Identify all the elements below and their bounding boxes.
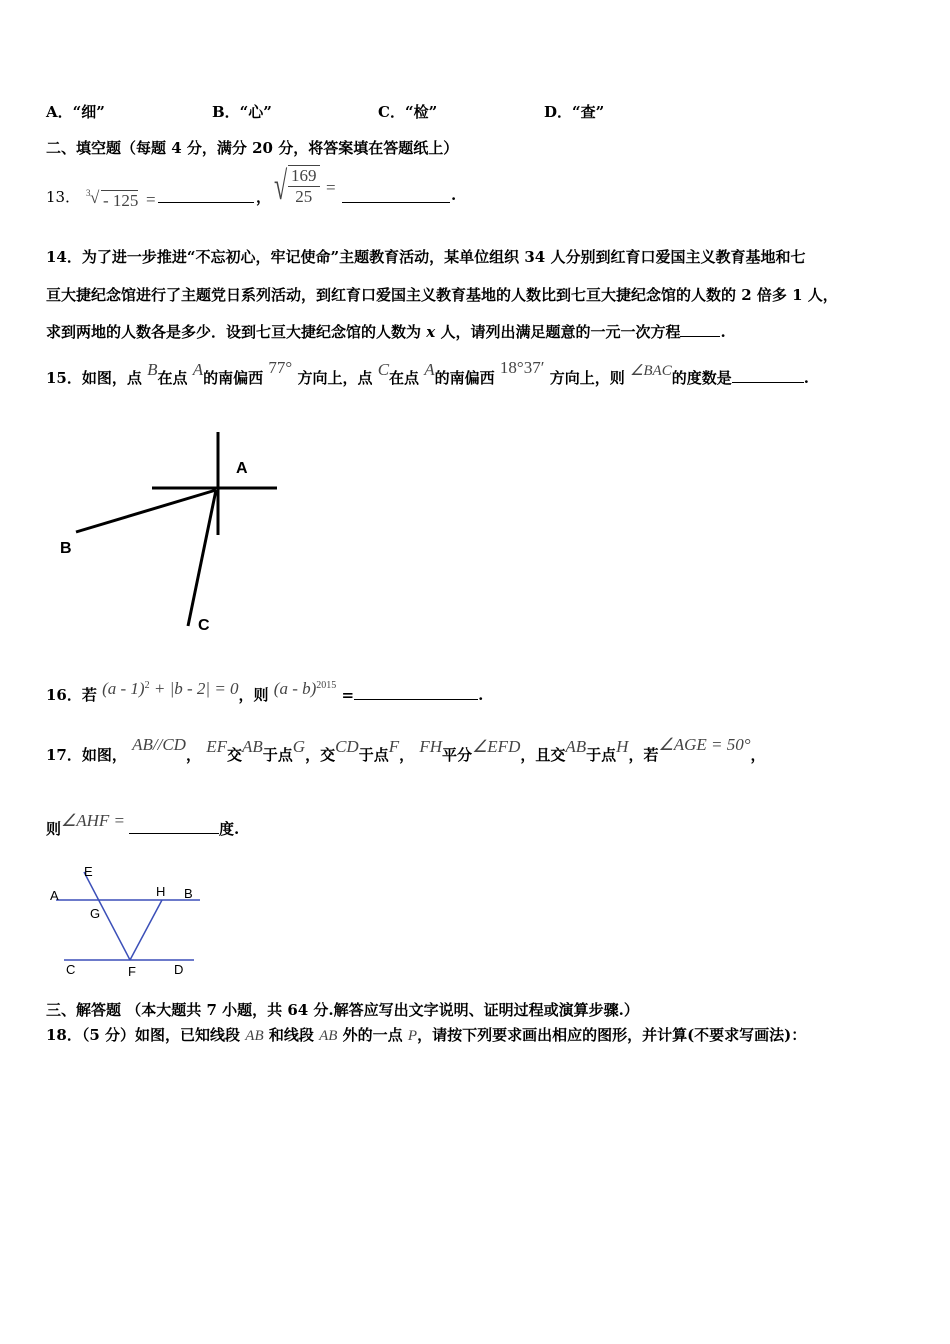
q17-h: H [616,737,629,756]
option-a: A．“细” [46,103,105,121]
q13-number: 13． [46,188,81,206]
q15-point-a-2: A [424,360,435,379]
q16-text-2: ，则 [238,686,269,704]
q13-end: . [451,186,457,204]
fig17-label-b: B [184,886,193,901]
q15-point-b: B [147,360,158,379]
q15-point-a: A [192,360,204,379]
q13-radical-sign: √ [90,188,100,207]
q15-angle-77: 77° [268,358,293,377]
q15-point-c: C [377,360,390,379]
q17-ab: AB [242,737,263,756]
q17-comma-2: ，交 [305,746,336,764]
q17-g: G [292,737,306,756]
q17-f: F [388,737,400,756]
q18-text-1: 18．（5 分）如图，已知线段 [46,1026,241,1044]
q17-text-1: 17．如图， [46,746,127,764]
q17-blank[interactable] [129,819,219,834]
q14-end: . [720,323,726,341]
q15-text-7: 方向上，则 [549,369,625,387]
q16-exp-3: 2015 [316,680,337,691]
q16-blank[interactable] [354,685,478,700]
fig15-ray-ac [188,490,216,626]
q14-line-2: 亘大捷纪念馆进行了主题党日系列活动，到红育口爱国主义教育基地的人数比到七亘大捷纪念馆的人数的 2 倍多 1 人， [46,286,838,304]
q16-expr-2: + |b - 2| = 0 [149,679,239,698]
fig17-label-e: E [84,864,93,879]
q17-angle-age: ∠AGE = 50° [658,735,751,754]
q13-frac-numerator: 169 [288,166,320,187]
q16-target [274,680,336,698]
option-d: D．“查” [544,103,605,121]
fig15-label-c: C [198,617,210,634]
q17-fh: FH [419,737,443,756]
q14-text-b: 人，请列出满足题意的一元一次方程 [440,323,681,341]
q18-ab: AB [245,1028,264,1044]
q17-cd: CD [335,737,359,756]
fig17-label-g: G [90,906,101,921]
q16-end: . [478,686,484,704]
q16-text-1: 16．若 [46,686,97,704]
q13-blank-1[interactable] [158,188,254,203]
q15-text-6: 的南偏西 [434,369,495,387]
q18-ab-2: AB [319,1028,338,1044]
q14-variable-x: x [426,323,436,341]
q17-angle-efd: ∠EFD [472,737,521,756]
q13-root-index: 3 [86,188,91,198]
q17-ruo: ，若 [628,746,659,764]
q14-line-1: 14．为了进一步推进“不忘初心，牢记使命”主题教育活动，某单位组织 34 人分别到红育口爱国主义教育基地和七 [46,248,806,266]
q17-angle-ahf: ∠AHF = [61,811,126,830]
q17-pingfen: 平分 [442,746,473,764]
q13-frac-denominator: 25 [295,187,313,206]
q13-equals-2: = [326,178,336,197]
q18-p: P [407,1028,418,1044]
q17-ze: 则 [46,820,62,838]
q13-equals-1: = [146,190,156,209]
figure-15 [40,420,300,640]
q17-yudian-2: 于点 [358,746,389,764]
fig17-label-a: A [50,888,59,903]
q17-parallel: AB//CD [132,735,186,754]
fig17-label-f: F [128,964,136,979]
q16-expr-3: (a - b) [273,679,317,698]
fig15-ray-ab [76,490,216,532]
q13-fraction [288,165,320,207]
q17-jiao: 交 [226,746,242,764]
fig15-label-b: B [60,540,72,557]
q15-text-1: 15．如图，点 [46,369,142,387]
q17-comma-3: ， [399,746,415,764]
q15-text-2: 在点 [157,369,188,387]
q14-blank[interactable] [680,322,720,337]
q17-comma-1: ， [185,746,201,764]
q15-angle-18-37: 18°37′ [499,358,545,377]
q17-comma-4: ， [750,746,766,764]
q15-text-8: 的度数是 [671,369,732,387]
q15-text-3: 的南偏西 [203,369,264,387]
fig17-label-c: C [66,962,76,977]
q16-expr-1: (a - 1) [102,679,145,698]
section-2-title: 二、填空题（每题 4 分，满分 20 分，将答案填在答题纸上） [46,139,459,157]
section-3-title: 三、解答题 （本大题共 7 小题，共 64 分.解答应写出文字说明、证明过程或演算步骤.） [46,1001,639,1019]
q18-text-3: 外的一点 [342,1026,403,1044]
q15-text-5: 在点 [389,369,420,387]
figure-17 [44,862,214,982]
q16-equals: = [341,686,355,704]
q17-ab-2: AB [565,737,587,756]
q13-comma: ， [256,188,272,206]
q15-angle-bac: ∠BAC [629,363,672,379]
q13-radicand: - 125 [103,191,139,210]
fig17-label-h: H [156,884,166,899]
q15-end: . [803,369,809,387]
question-18 [46,1024,806,1045]
fig15-label-a: A [236,460,248,477]
q15-blank[interactable] [732,368,804,383]
option-b: B．“心” [212,103,272,121]
q14-line-3 [46,321,726,342]
question-17 [46,735,766,765]
q17-du: 度. [219,820,240,838]
q17-yudian-1: 于点 [262,746,293,764]
q14-text-a: 求到两地的人数各是多少．设到七亘大捷纪念馆的人数为 [46,323,422,341]
fig17-label-d: D [174,962,184,977]
q17-ef: EF [206,737,227,756]
question-16 [46,679,484,705]
q15-text-4: 方向上，点 [297,369,373,387]
q16-exp-1: 2 [144,680,150,691]
q18-text-4: ，请按下列要求画出相应的图形，并计算(不要求写画法)： [417,1026,807,1044]
question-17-line-2 [46,811,240,839]
q17-yudian-3: 于点 [586,746,617,764]
q17-qiejiao: ，且交 [520,746,566,764]
q18-text-2: 和线段 [268,1026,314,1044]
question-15 [46,358,809,388]
option-c: C．“检” [378,103,438,121]
fig17-line-fh [130,900,162,960]
q13-blank-2[interactable] [342,188,450,203]
q16-equation [102,680,238,698]
q13-sqrt-sign: √ [274,163,288,208]
